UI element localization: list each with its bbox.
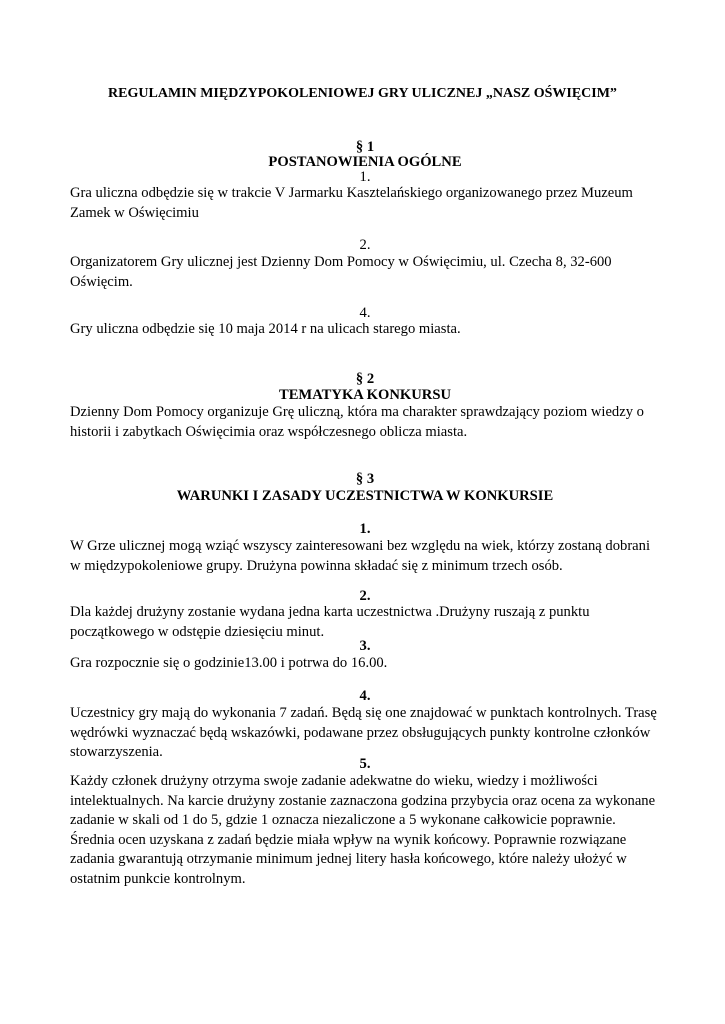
section-3-item-2-text: Dla każdej drużyny zostanie wydana jedna karta uczestnictwa .Drużyny ruszają z punktu początkowego w odstępie dziesięciu minut. [70, 604, 590, 640]
section-3-item-2-number: 2. [359, 588, 371, 604]
section-1-item-1-number: 1. [359, 169, 371, 185]
section-1-item-4-number: 4. [359, 305, 371, 321]
section-3-item-3-text: Gra rozpocznie się o godzinie13.00 i potrwa do 16.00. [70, 655, 388, 671]
document-title: REGULAMIN MIĘDZYPOKOLENIOWEJ GRY ULICZNEJ „NASZ OŚWIĘCIM” [108, 86, 617, 101]
section-2-text: Dzienny Dom Pomocy organizuje Grę uliczną, która ma charakter sprawdzający poziom wiedzy o historii i zabytkach Oświęcimia oraz współczesnego oblicza miasta. [70, 404, 644, 440]
section-3-heading: WARUNKI I ZASADY UCZESTNICTWA W KONKURSIE [176, 488, 554, 504]
section-1-item-4-text: Gry uliczna odbędzie się 10 maja 2014 r na ulicach starego miasta. [70, 321, 461, 337]
section-1-item-1-text: Gra uliczna odbędzie się w trakcie V Jarmarku Kasztelańskiego organizowanego przez Muzeum Zamek w Oświęcimiu [70, 185, 633, 221]
section-3-item-5-number: 5. [359, 756, 371, 772]
section-1-mark: § 1 [355, 139, 375, 155]
section-3-item-4-number: 4. [359, 688, 371, 704]
section-2-heading: TEMATYKA KONKURSU [278, 387, 452, 403]
section-2-mark: § 2 [355, 371, 375, 387]
section-3-item-1-text: W Grze ulicznej mogą wziąć wszyscy zainteresowani bez względu na wiek, którzy zostaną dobrani w międzypokoleniowe grupy. Drużyna powinna składać się z minimum trzech osób. [70, 538, 651, 574]
section-1-item-2-number: 2. [359, 237, 371, 253]
section-1-item-2-text: Organizatorem Gry ulicznej jest Dzienny Dom Pomocy w Oświęcimiu, ul. Czecha 8, 32-600 Oświęcim. [70, 254, 612, 290]
section-3-mark: § 3 [355, 471, 375, 487]
section-1-heading: POSTANOWIENIA OGÓLNE [268, 154, 462, 170]
section-3-item-5-text: Każdy członek drużyny otrzyma swoje zadanie adekwatne do wieku, wiedzy i możliwości intelektualnych. Na karcie drużyny zostanie zaznaczona godzina przybycia oraz ocena za wykonane zadanie w skali od 1 do 5, gdzie 1 oznacza niezaliczone a 5 wykonane całkowicie poprawnie. Średnia ocen uzyskana z zadań będzie miała wpływ na wynik końcowy. Poprawnie rozwiązane zadania gwarantują otrzymanie minimum jednej litery hasła końcowego, które należy ułożyć w ostatnim punkcie kontrolnym. [70, 773, 656, 887]
section-3-item-4-text: Uczestnicy gry mają do wykonania 7 zadań. Będą się one znajdować w punktach kontrolnych. Trasę wędrówki wyznaczać będą wskazówki, podawane przez obsługujących punkty kontrolne członków stowarzyszenia. [70, 705, 657, 760]
section-3-item-3-number: 3. [359, 638, 371, 654]
section-3-item-1-number: 1. [359, 521, 371, 537]
